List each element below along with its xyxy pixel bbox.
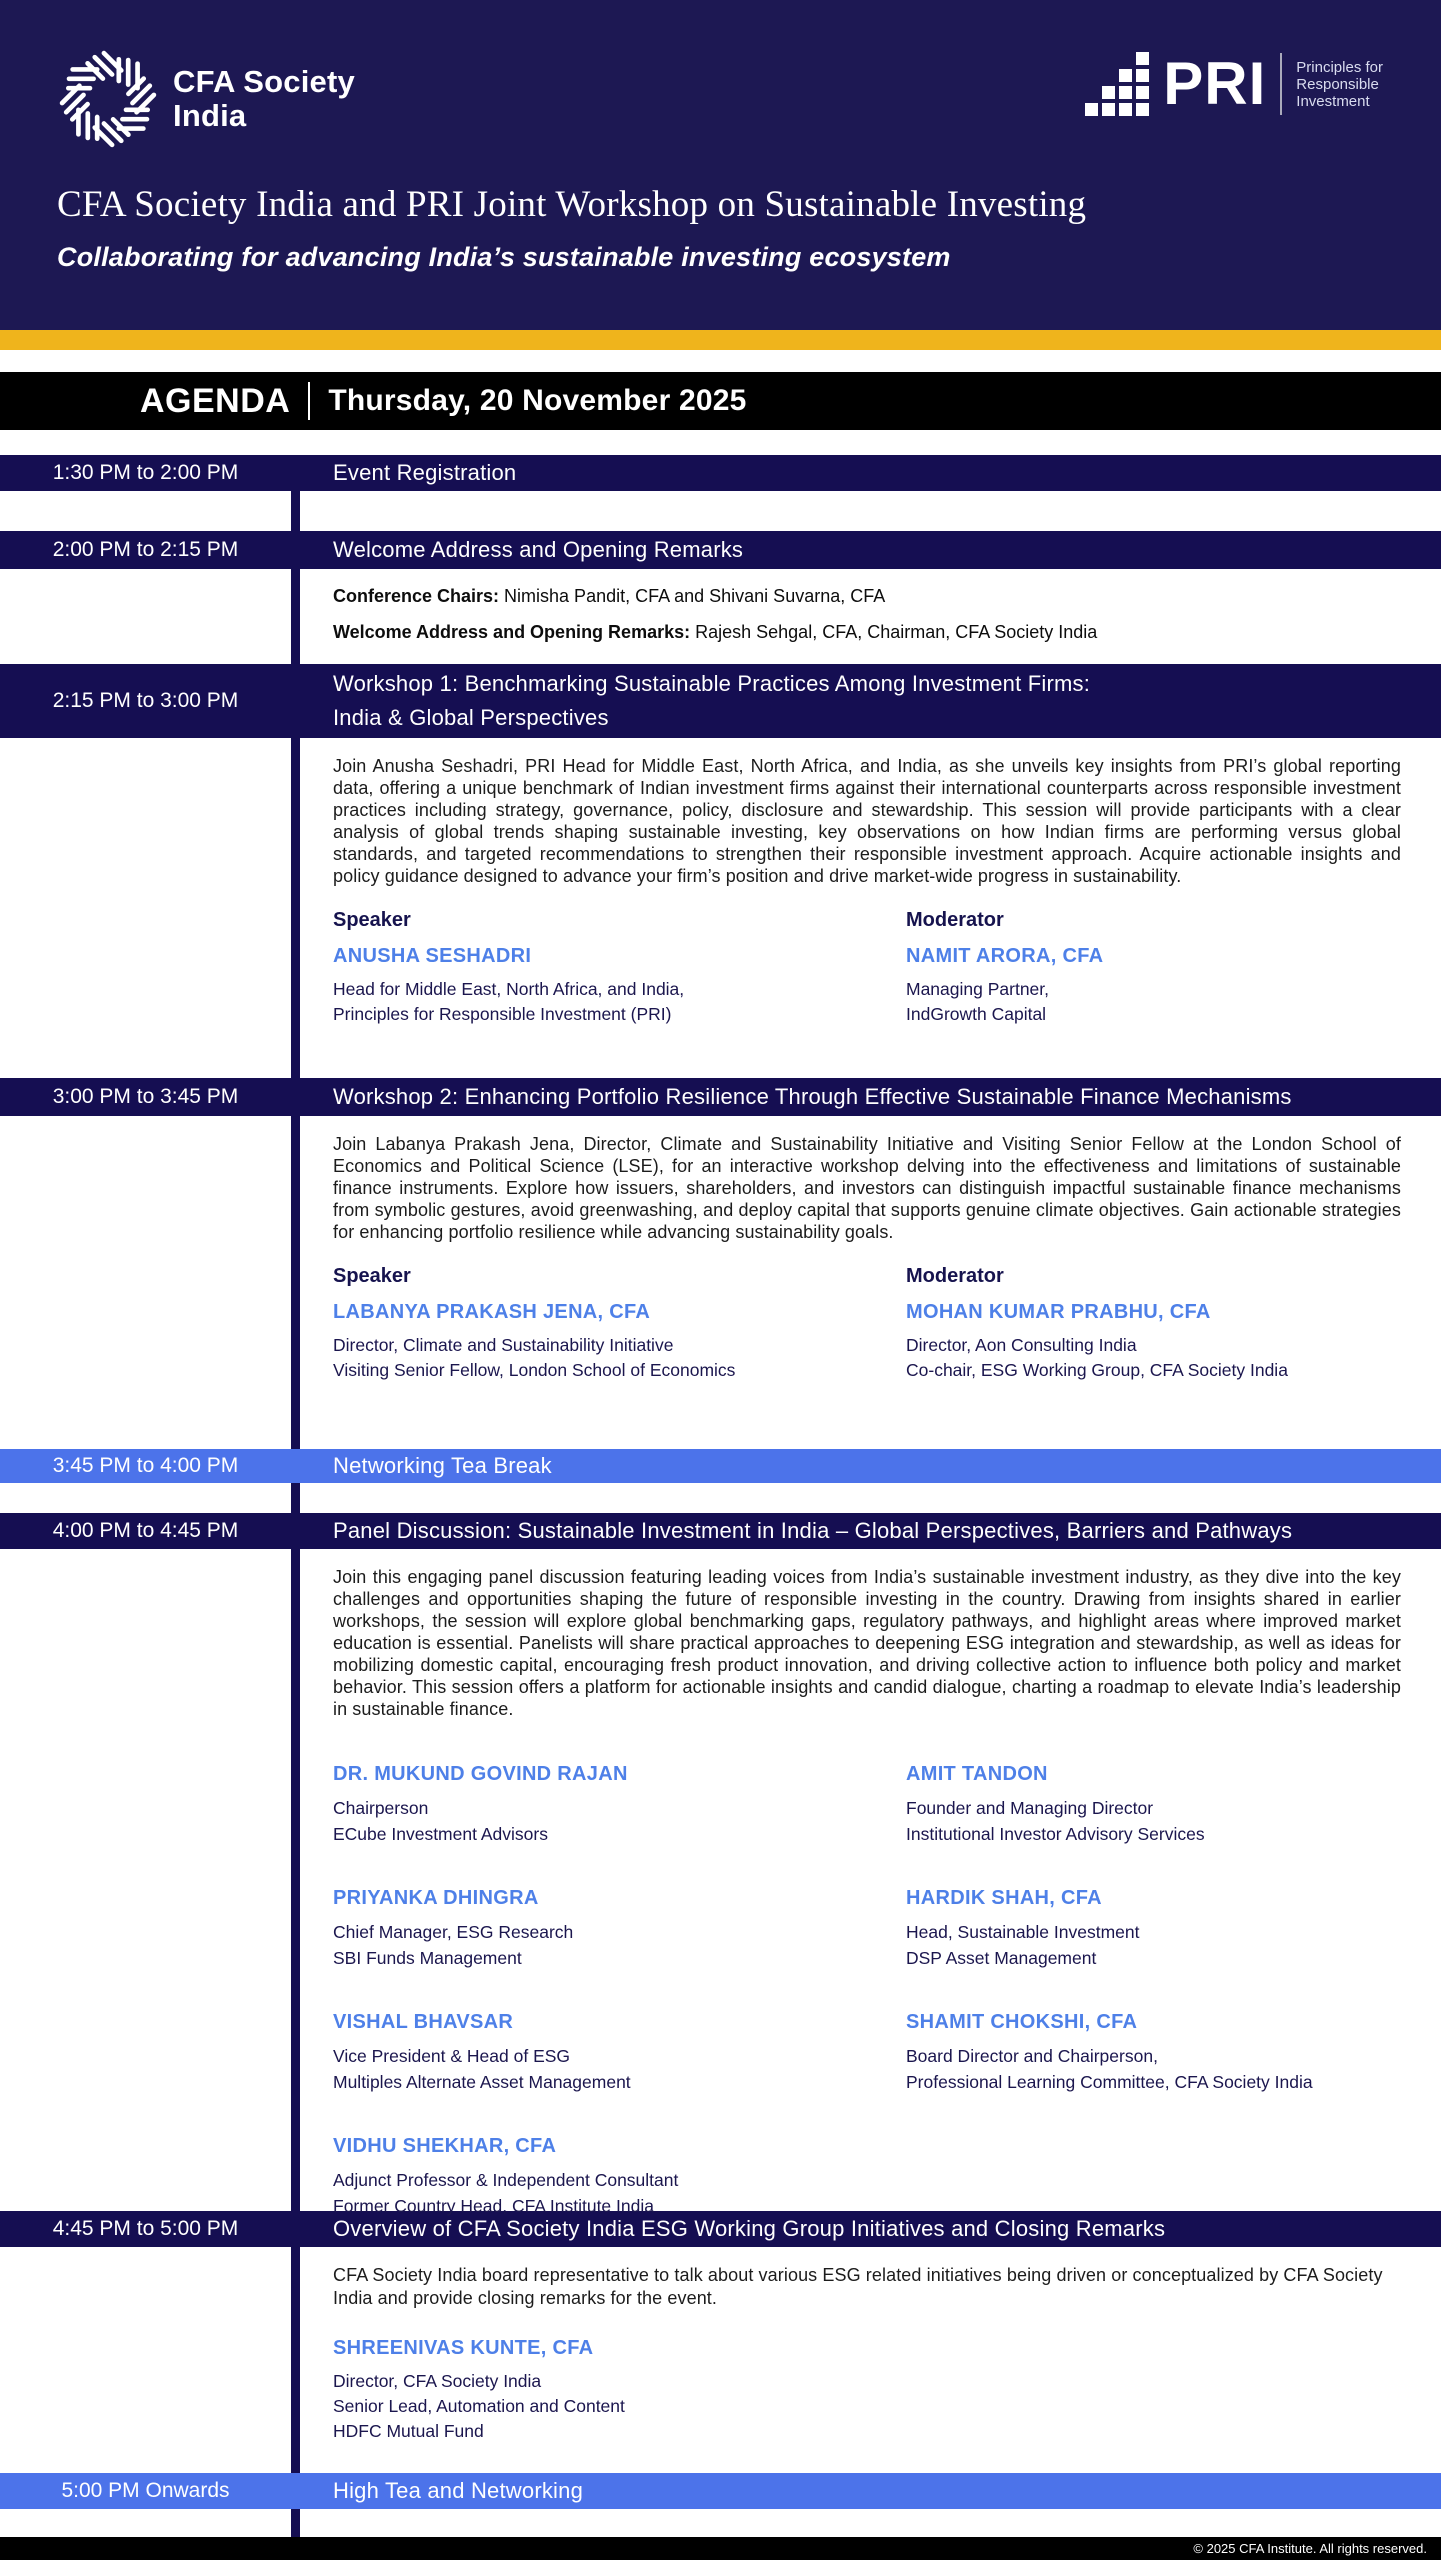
spacer	[0, 430, 1441, 455]
session-title: High Tea and Networking	[333, 2478, 584, 2503]
session-time: 5:00 PM Onwards	[61, 2479, 230, 2502]
session-row-panel	[0, 1513, 1441, 1549]
event-title: CFA Society India and PRI Joint Workshop on Sustainable Investing	[57, 184, 1087, 225]
speaker-block: Speaker LABANYA PRAKASH JENA, CFA Director, Climate and Sustainability Initiative Visiting Senior Fellow, London School of Economics	[333, 1265, 906, 1383]
panelist-block: VIDHU SHEKHAR, CFA Adjunct Professor & Independent Consultant Former Country Head, CFA Institute India	[333, 2122, 906, 2219]
session-row-high-tea	[0, 2473, 1441, 2509]
session-title-line2: India & Global Perspectives	[333, 705, 609, 730]
welcome-details-section	[0, 569, 1441, 664]
session-title: Workshop 2: Enhancing Portfolio Resilience Through Effective Sustainable Finance Mechanisms	[333, 1084, 1292, 1109]
workshop1-details-section	[0, 738, 1441, 1078]
moderator-name: MOHAN KUMAR PRABHU, CFA	[906, 1301, 1211, 1323]
column-divider	[291, 1549, 300, 2211]
panel-details-section	[0, 1549, 1441, 2216]
panelist-name: VIDHU SHEKHAR, CFA	[333, 2135, 557, 2157]
spacer-row	[0, 2509, 1441, 2537]
agenda-date: Thursday, 20 November 2025	[328, 384, 747, 417]
speaker-name: SHREENIVAS KUNTE, CFA	[333, 2337, 594, 2359]
pri-bars-icon	[1085, 52, 1149, 116]
spacer-row	[0, 1483, 1441, 1513]
panelist-block: SHAMIT CHOKSHI, CFA Board Director and Chairperson, Professional Learning Committee, CFA Society India	[906, 1998, 1401, 2095]
session-time: 2:00 PM to 2:15 PM	[52, 538, 239, 561]
session-time: 1:30 PM to 2:00 PM	[52, 461, 239, 484]
panelist-block: AMIT TANDON Founder and Managing Director Institutional Investor Advisory Services	[906, 1750, 1401, 1847]
pri-divider	[1280, 53, 1282, 115]
copyright-text: © 2025 CFA Institute. All rights reserved.	[1193, 2541, 1427, 2556]
pri-tagline: Principles for Responsible Investment	[1296, 58, 1383, 110]
speaker-name: LABANYA PRAKASH JENA, CFA	[333, 1301, 651, 1323]
moderator-block: Moderator NAMIT ARORA, CFA Managing Partner, IndGrowth Capital	[906, 909, 1401, 1027]
agenda-separator	[308, 382, 310, 420]
session-row-welcome	[0, 531, 1441, 569]
column-divider	[291, 569, 300, 664]
panelist-block: VISHAL BHAVSAR Vice President & Head of ESG Multiples Alternate Asset Management	[333, 1998, 906, 2095]
panelist-name: HARDIK SHAH, CFA	[906, 1887, 1102, 1909]
session-title: Welcome Address and Opening Remarks	[333, 537, 744, 562]
spacer	[0, 350, 1441, 372]
closing-details-section	[0, 2247, 1441, 2473]
cfa-pinwheel-icon	[57, 48, 159, 150]
session-title: Networking Tea Break	[333, 1453, 552, 1478]
panelist-block: PRIYANKA DHINGRA Chief Manager, ESG Research SBI Funds Management	[333, 1874, 906, 1971]
gold-accent-band	[0, 330, 1441, 350]
closing-description: CFA Society India board representative to talk about various ESG related initiatives being driven or conceptualized by CFA Society India and provide closing remarks for the event.	[333, 2265, 1383, 2308]
panelist-block: DR. MUKUND GOVIND RAJAN Chairperson ECube Investment Advisors	[333, 1750, 906, 1847]
column-divider	[291, 2509, 300, 2537]
moderator-name: NAMIT ARORA, CFA	[906, 945, 1104, 967]
agenda-label: AGENDA	[140, 381, 291, 420]
session-title: Panel Discussion: Sustainable Investment in India – Global Perspectives, Barriers and Pathways	[333, 1518, 1293, 1543]
welcome-remarks-line: Welcome Address and Opening Remarks: Rajesh Sehgal, CFA, Chairman, CFA Society India	[333, 622, 1098, 642]
column-divider	[291, 738, 300, 1078]
session-title: Overview of CFA Society India ESG Working Group Initiatives and Closing Remarks	[333, 2216, 1166, 2241]
column-divider	[291, 1483, 300, 1513]
panelist-name: SHAMIT CHOKSHI, CFA	[906, 2011, 1138, 2033]
panelist-name: VISHAL BHAVSAR	[333, 2011, 514, 2033]
brand-line-1: CFA Society	[173, 64, 355, 99]
workshop1-description: Join Anusha Seshadri, PRI Head for Middle East, North Africa, and India, as she unveils key insights from PRI’s global reporting data, offering a unique benchmark of Indian investment firms against their international counterparts across responsible investment practices including strategy, governance, policy, disclosure and stewardship. This session will provide participants with a clear analysis of global trends shaping sustainable investing, key observations on how Indian firms are performing versus global standards, and targeted recommendations to strengthen their responsible investment approach. Acquire actionable insights and policy guidance designed to advance your firm’s position and drive market-wide progress in sustainability.	[333, 756, 1401, 886]
session-time: 3:00 PM to 3:45 PM	[52, 1085, 239, 1108]
panelist-name: PRIYANKA DHINGRA	[333, 1887, 539, 1909]
session-row-workshop2	[0, 1078, 1441, 1116]
speaker-name: ANUSHA SESHADRI	[333, 945, 532, 967]
session-row-closing	[0, 2211, 1441, 2247]
session-time: 4:45 PM to 5:00 PM	[52, 2217, 239, 2240]
session-time: 3:45 PM to 4:00 PM	[52, 1454, 239, 1477]
agenda-header-bar	[0, 372, 1441, 430]
moderator-block: Moderator MOHAN KUMAR PRABHU, CFA Director, Aon Consulting India Co-chair, ESG Working Group, CFA Society India	[906, 1265, 1401, 1383]
column-divider	[291, 491, 300, 531]
panel-description: Join this engaging panel discussion featuring leading voices from India’s sustainable investment industry, as they dive into the key challenges and opportunities shaping the future of responsible investing in the country. Drawing from insights shared in earlier workshops, the session will explore global benchmarking gaps, regulatory pathways, and highlight areas where improved market education is essential. Panelists will share practical approaches to deepening ESG integration and stewardship, as well as ideas for mobilizing domestic capital, encouraging fresh product innovation, and driving collective action to influence both policy and market behavior. This session offers a platform for actionable insights and candid dialogue, charting a roadmap to elevate India’s leadership in sustainable finance.	[333, 1567, 1401, 1719]
cfa-society-india-logo	[57, 48, 355, 150]
spacer-row	[0, 491, 1441, 531]
workshop2-description: Join Labanya Prakash Jena, Director, Climate and Sustainability Initiative and Visiting Senior Fellow at the London School of Economics and Political Science (LSE), for an interactive workshop delving into the effectiveness and limitations of sustainable finance instruments. Explore how issuers, shareholders, and investors can distinguish impactful sustainable finance mechanisms from symbolic gestures, avoid greenwashing, and deploy capital that supports genuine climate objectives. Gain actionable strategies for enhancing portfolio resilience while advancing sustainability goals.	[333, 1134, 1401, 1242]
speaker-block: Speaker ANUSHA SESHADRI Head for Middle East, North Africa, and India, Principles for Responsible Investment (PRI)	[333, 909, 906, 1027]
hero-header	[0, 0, 1441, 330]
column-divider	[291, 1116, 300, 1449]
session-time: 2:15 PM to 3:00 PM	[52, 689, 239, 712]
session-title-line1: Workshop 1: Benchmarking Sustainable Practices Among Investment Firms:	[333, 671, 1091, 696]
pri-logo	[1085, 52, 1383, 116]
pri-acronym: PRI	[1163, 50, 1267, 117]
session-row-registration	[0, 455, 1441, 491]
brand-line-2: India	[173, 98, 247, 133]
panelist-name: DR. MUKUND GOVIND RAJAN	[333, 1763, 628, 1785]
conference-chairs-line: Conference Chairs: Nimisha Pandit, CFA and Shivani Suvarna, CFA	[333, 586, 886, 606]
session-title: Event Registration	[333, 460, 517, 485]
workshop2-details-section	[0, 1116, 1441, 1449]
event-subtitle: Collaborating for advancing India’s sustainable investing ecosystem	[57, 242, 951, 272]
session-row-workshop1	[0, 664, 1441, 738]
column-divider	[291, 2247, 300, 2473]
footer-bar	[0, 2537, 1441, 2560]
panelist-block: HARDIK SHAH, CFA Head, Sustainable Investment DSP Asset Management	[906, 1874, 1401, 1971]
closing-speaker-block: SHREENIVAS KUNTE, CFA Director, CFA Society India Senior Lead, Automation and Content HDFC Mutual Fund	[333, 2337, 1401, 2444]
session-row-tea-break	[0, 1449, 1441, 1483]
session-time: 4:00 PM to 4:45 PM	[52, 1519, 239, 1542]
panelist-name: AMIT TANDON	[906, 1763, 1048, 1785]
